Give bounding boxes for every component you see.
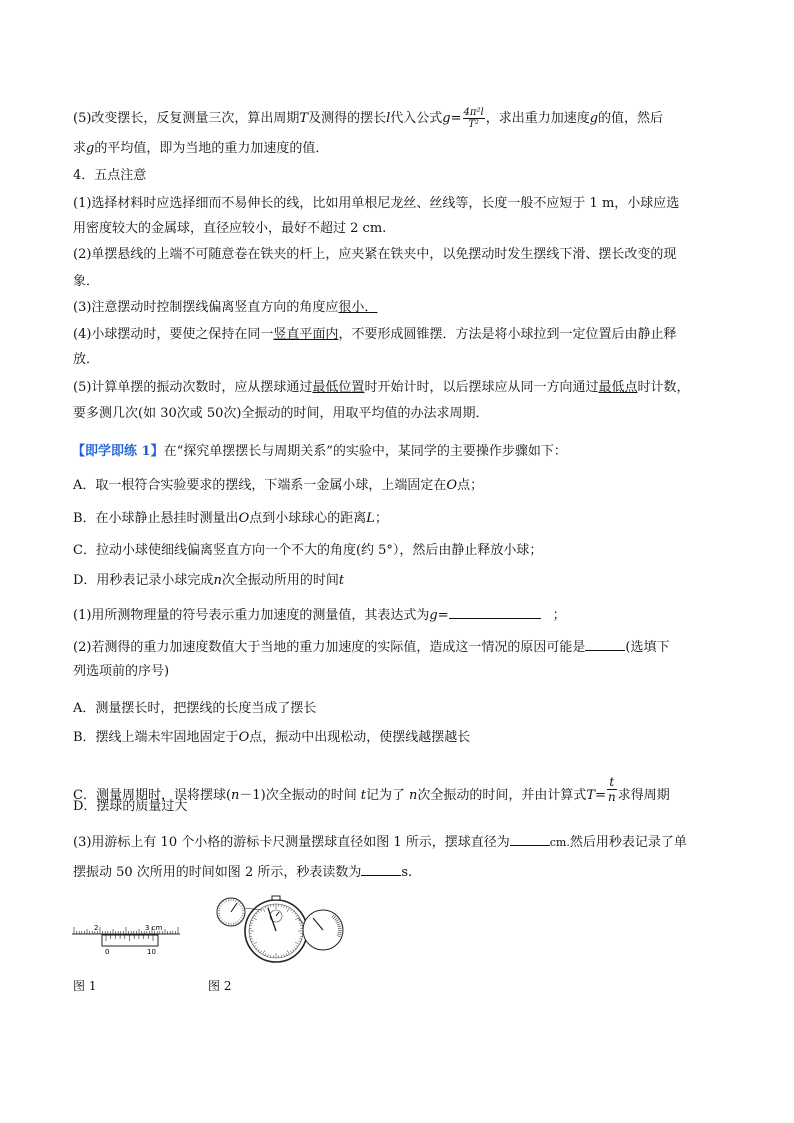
- note4-text-a: (4)小球摆动时，要使之保持在同一: [73, 327, 274, 342]
- formula-fraction: [463, 107, 485, 130]
- q3-text: (3)用游标上有 10 个小格的游标卡尺测量摆球直径如图 1 所示，摆球直径为: [73, 835, 510, 850]
- symbol-n: n: [213, 573, 222, 588]
- option-b-text: B．摆线上端未牢固地固定于: [73, 730, 239, 745]
- note3-text: (3)注意摆动时控制摆线偏离竖直方向的角度应: [73, 300, 339, 315]
- step5-line2: [73, 141, 328, 157]
- symbol-l: l: [386, 111, 391, 126]
- figure-1-caliper: [72, 920, 182, 960]
- note5-line2: 要多测几次(如 30次或 50次)全振动的时间，用取平均值的办法求周期．: [73, 406, 489, 421]
- note3: [73, 300, 377, 316]
- step-b-text: B．在小球静止悬挂时测量出: [73, 511, 239, 526]
- note5-text-c: 时计数，: [637, 380, 690, 395]
- figure-2-stopwatch: [210, 894, 350, 966]
- section-heading: 4．五点注意: [73, 168, 147, 183]
- equals-sign: =: [450, 111, 462, 126]
- period-fraction: [607, 775, 617, 804]
- q2-text: (2)若测得的重力加速度数值大于当地的重力加速度的实际值，造成这一情况的原因可能是: [73, 640, 586, 655]
- note1-line1: (1)选择材料时应选择细而不易伸长的线，比如用单根尼龙丝、丝线等，长度一般不应短于 1 m，小球应选: [73, 196, 680, 211]
- q3-text-post: 然后用秒表记录了单: [569, 835, 687, 850]
- note5-line1: [73, 380, 689, 396]
- q3-unit-s: s.: [401, 865, 413, 880]
- practice-intro-text: 在“探究单摆摆长与周期关系”的实验中，某同学的主要操作步骤如下：: [163, 444, 567, 459]
- symbol-n-3: n: [409, 788, 418, 803]
- step5-line2-post: 的平均值，即为当地的重力加速度的值．: [94, 141, 329, 156]
- question-3-line1: [73, 833, 687, 851]
- note4-line2: 放．: [73, 352, 100, 367]
- symbol-t-2: t: [360, 788, 366, 803]
- step5-text-e: 的值，然后: [598, 111, 664, 126]
- formula-numerator: 4π²l: [463, 107, 484, 118]
- symbol-n-2: n: [231, 788, 240, 803]
- option-c-mid: 记为了: [365, 788, 405, 803]
- q1-symbol-g: g: [429, 608, 438, 623]
- step-b: [73, 511, 388, 527]
- note4-line1: [73, 327, 676, 343]
- q3-line2-text: 摆振动 50 次所用的时间如图 2 所示，秒表读数为: [73, 865, 362, 880]
- practice-intro: [72, 444, 567, 460]
- q1-text: (1)用所测物理量的符号表示重力加速度的测量值，其表达式为: [73, 608, 430, 623]
- question-1: [73, 606, 566, 624]
- step-a-post: 点；: [457, 478, 484, 493]
- symbol-g-3: g: [86, 141, 95, 156]
- option-c-equals: =: [595, 788, 606, 803]
- note4-text-b: ，不要形成圆锥摆．方法是将小球拉到一定位置后由静止释: [338, 327, 677, 342]
- q1-equals: =: [437, 608, 449, 623]
- step-d-text: D．用秒表记录小球完成: [73, 573, 214, 588]
- note5-text-b: 时开始计时，以后摆球应从同一方向通过: [364, 380, 599, 395]
- option-c-end: 求得周期: [617, 788, 670, 803]
- practice-label: 【即学即练 1】: [72, 444, 164, 459]
- step-a: [73, 478, 483, 494]
- step-a-text: A．取一根符合实验要求的摆线，下端系一金属小球，上端固定在: [73, 478, 447, 493]
- caliper-main-ticks: [74, 927, 178, 934]
- step-d-mid: 次全振动所用的时间: [221, 573, 339, 588]
- symbol-T: T: [299, 111, 309, 126]
- period-numerator: t: [607, 775, 617, 790]
- symbol-L: L: [366, 511, 375, 526]
- figure-1-label: 图 1: [73, 979, 97, 993]
- q1-post: ；: [552, 608, 566, 623]
- symbol-O-2: O: [238, 511, 250, 526]
- step5-text-c: 代入公式: [390, 111, 443, 126]
- q3-diameter-blank[interactable]: [510, 833, 550, 846]
- step5-line1: [73, 107, 663, 130]
- caliper-vernier-ticks: [106, 935, 153, 941]
- step-b-mid: 点到小球球心的距离: [249, 511, 367, 526]
- symbol-O: O: [446, 478, 458, 493]
- option-b-post: 点，振动中出现松动，使摆线越摆越长: [249, 730, 471, 745]
- step5-line2-pre: 求: [73, 141, 87, 156]
- note4-underlined: 竖直平面内: [273, 327, 339, 342]
- step-b-post: ；: [374, 511, 388, 526]
- option-c-post: 次全振动的时间，并由计算式: [417, 788, 587, 803]
- symbol-g-2: g: [589, 111, 599, 126]
- stopwatch-crown: [272, 896, 280, 900]
- option-a: A．测量摆长时，把摆线的长度当成了摆长: [73, 701, 317, 716]
- option-c-minus: －1)次全振动的时间: [239, 788, 357, 803]
- note3-underlined: 很小．: [338, 300, 378, 315]
- option-b: [73, 730, 470, 746]
- caliper-label-2: 2: [94, 924, 99, 932]
- note5-text-a: (5)计算单摆的振动次数时，应从摆球通过: [73, 380, 313, 395]
- symbol-T-2: T: [586, 788, 596, 803]
- q2-answer-blank[interactable]: [585, 638, 625, 651]
- note1-line2: 用密度较大的金属球，直径应较小，最好不超过 2 cm.: [73, 221, 387, 236]
- option-c-text: C．测量周期时，误将摆球(: [73, 788, 232, 803]
- step-d: [73, 573, 344, 589]
- q1-answer-blank[interactable]: [449, 606, 541, 619]
- question-2-line1: [73, 638, 670, 656]
- step5-text-b: 及测得的摆长: [308, 111, 387, 126]
- note2-line1: (2)单摆悬线的上端不可随意卷在铁夹的杆上，应夹紧在铁夹中，以免摆动时发生摆线下滑、摆长改变的现: [73, 247, 677, 262]
- note2-line2: 象．: [73, 274, 100, 289]
- symbol-O-3: O: [238, 730, 250, 745]
- q3-time-blank[interactable]: [361, 863, 401, 876]
- symbol-g: g: [442, 111, 451, 126]
- caliper-vernier-10: 10: [147, 948, 156, 956]
- step5-text-a: (5)改变摆长，反复测量三次，算出周期: [73, 111, 300, 126]
- symbol-t: t: [338, 573, 345, 588]
- q2-text-post: (选填下: [625, 640, 670, 655]
- question-3-line2: [73, 863, 412, 881]
- caliper-label-3cm: 3 cm: [145, 924, 163, 932]
- note5-underlined-2: 最低点: [598, 380, 638, 395]
- figure-2-label: 图 2: [208, 979, 232, 993]
- question-2-line2: 列选项前的序号): [73, 664, 170, 679]
- caliper-vernier-0: 0: [105, 948, 110, 956]
- step-c: C．拉动小球使细线偏离竖直方向一个不大的角度(约 5°），然后由静止释放小球；: [73, 543, 543, 558]
- step5-text-d: ，求出重力加速度: [485, 111, 590, 126]
- option-d: D．摆球的质量过大: [73, 799, 188, 814]
- note5-underlined-1: 最低位置: [312, 380, 365, 395]
- q3-unit-cm: cm.: [549, 836, 570, 849]
- formula-denominator: T²: [468, 119, 479, 130]
- period-denominator: n: [607, 790, 616, 804]
